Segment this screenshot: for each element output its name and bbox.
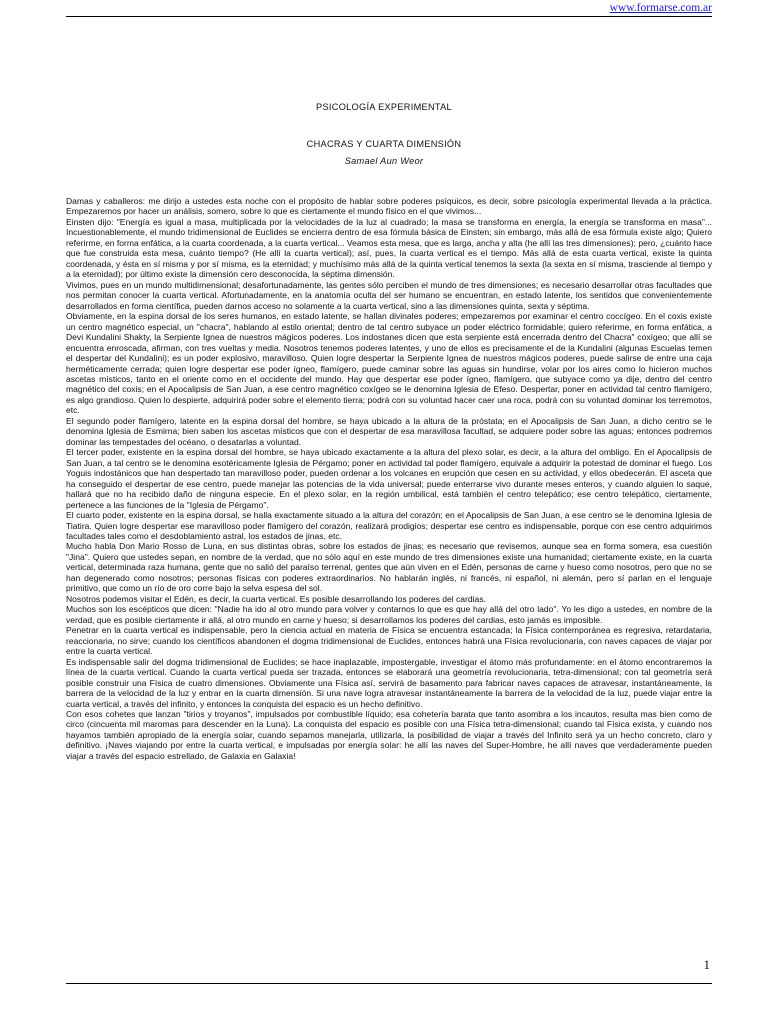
paragraph: Es indispensable salir del dogma tridimensional de Euclides; se hace inaplazable, impostergable, investigar el átomo más profundamente: en el átomo encontraremos la línea de la cuarta vertical. Cuando la cuarta vertical pueda ser trazada, entonces se elaborará una geometría revolucionaria, tetra-dimensional; con tal geometría será posible construir una Física de cuatro dimensiones. Obviamente una Física así, servirá de basamento para fabricar naves capaces de atravesar, instantáneamente, la barrera de la velocidad de la luz y entrar en la cuarta dimensión. Si una nave logra atravesar instantáneamente la barrera de la velocidad de la luz, puede viajar entre la cuarta vertical, a través del infinito, y entonces la conquista del espacio es un hecho definitivo. bbox=[66, 656, 712, 709]
paragraph: Mucho habla Don Mario Rosso de Luna, en sus distintas obras, sobre los estados de jinas; es necesario que revisemos, aunque sea en forma somera, esa cuestión "Jina". Quiero que ustedes sepan, en nombre de la verdad, que no sólo aquí en este mundo de tres dimensiones existe una humanidad; ciertamente existe, en la cuarta vertical, determinada raza humana, gente que no salió del paraíso terrenal, gentes que aún viven en el Edén, personas de carne y hueso como nosotros, pero que no se han degenerado como nosotros; personas físicas con poderes extraordinarios. No hablarán inglés, ni francés, ni español, ni alemán, pero sí parlan en el lenguaje primitivo, que como un río de oro corre bajo la selva espesa del sol. bbox=[66, 541, 712, 594]
section-title: PSICOLOGÍA EXPERIMENTAL bbox=[316, 102, 452, 112]
paragraph: Obviamente, en la espina dorsal de los seres humanos, en estado latente, se hallan divinales poderes; empezaremos por examinar el centro coccígeo. En el coxis existe un centro magnético especial, un "chacra", hablando al estilo oriental; dentro de tal centro subyace un poder eléctrico formidable; quiero referirme, en forma enfática, a Devi Kundalini Shakty, la Serpiente Ignea de nuestros mágicos poderes. Los indostanes dicen que esta serpiente está encerrada dentro del Chacra" coxígeo; que allí se encuentra enroscada, afirman, con tres vueltas y media. Nosotros tenemos poderes latentes, y uno de ellos es precisamente el de la Kundalini (algunas Escuelas temen el despertar del Kundalini); es un poder explosivo, maravilloso. Quien logre despertar la Serpiente Ignea de nuestros mágicos poderes, puede salirse de entre una caja herméticamente cerrada; quien logre despertar ese poder ígneo, flamígero, puede caminar sobre las aguas sin hundirse, volar por los aires como lo hicieron muchos ascetas místicos, tanto en el oriente como en el occidente del mundo. Hay que despertar ese poder ígneo, flamígero, que subyace como ya dije, dentro del centro magnético del coxis; en el Apocalipsis de San Juan, a ese centro magnético coxígeo se le denomina Iglesia de Efeso. Despertar, poner en actividad tal centro flamígero, es algo grandioso. Quien lo despierte, adquirirá poder sobre el elemento tierra; podrá con su voluntad hacer caer una roca, podrá con su voluntad dominar los terremotos, etc. bbox=[66, 311, 712, 416]
author-name: Samael Aun Weor bbox=[344, 156, 424, 166]
bottom-rule bbox=[66, 983, 712, 984]
page-number: 1 bbox=[703, 957, 710, 972]
document-title: CHACRAS Y CUARTA DIMENSIÓN bbox=[306, 139, 462, 149]
paragraph: Nosotros podemos visitar el Edén, es decir, la cuarta vertical. Es posible desarrollando los poderes del cardias. bbox=[66, 593, 486, 604]
paragraph: Damas y caballeros: me dirijo a ustedes esta noche con el propósito de hablar sobre poderes psíquicos, es decir, sobre psicología experimental llevada a la práctica. Empezaremos por hacer un análisis, somero, sobre lo que es ciertamente el mundo físico en el que vivimos... bbox=[66, 196, 712, 217]
paragraph: El tercer poder, existente en la espina dorsal del hombre, se haya ubicado exactamente a la altura del plexo solar, es decir, a la altura del ombligo. En el Apocalipsis de San Juan, a tal centro se le denomina esotéricamente Iglesia de Pérgamo; poner en actividad tal poder flamígero, equivale a adquirir la potestad de dominar el fuego. Los Yoguis indostánicos que han despertado tan maravilloso poder, pueden ordenar a los volcanes en erupción que cesen en su actividad, y ellos obedecerán. El asceta que ha conseguido el despertar de ese centro, puede manejar las potencias de la vida universal; puede enterrarse vivo durante meses enteros, y cuando alguien lo saque, hallará que no ha recibido daño de ninguna especie. En el plexo solar, en la región umbilical, está también el centro telepático; ese centro telepático, ciertamente, pertenece a las funciones de la "Iglesia de Pérgamo". bbox=[66, 447, 712, 510]
top-rule bbox=[66, 16, 712, 17]
paragraph: Muchos son los escépticos que dicen: "Nadie ha ido al otro mundo para volver y contarnos lo que es que hay allá del otro lado". Yo les digo a ustedes, en nombre de la verdad, que es posible ciertamente ir allá, al otro mundo en carne y hueso; si desarrollamos los poderes del cardias, esto jamás es imposible. bbox=[66, 604, 712, 625]
paragraph: El cuarto poder, existente en la espina dorsal, se halla exactamente situado a la altura del corazón; en el Apocalipsis de San Juan, a ese centro se le denomina Iglesia de Tiatira. Quien logre despertar ese maravilloso poder flamígero del corazón, realizará prodigios; despertar ese centro es indispensable, porque con ese centro adquirimos facultades tales como el desdoblamiento astral, los estados de jinas, etc. bbox=[66, 510, 712, 541]
paragraph: Con esos cohetes que lanzan "tirios y troyanos", impulsados por combustible líquido; esa cohetería barata que tanto asombra a los incautos, resulta mas bien como de circo (cincuenta mil maromas para descender en la Luna). La conquista del espacio es posible con una Física tetra-dimensional; cuando tal Física exista, y cuando nos hayamos también apropiado de la energía solar, cuando sepamos manejarla, utilizarla, la posibilidad de viajar a través del Infinito será ya un hecho concreto, claro y definitivo. ¡Naves viajando por entre la cuarta vertical, e impulsadas por energía solar: he allí las naves del Super-Hombre, he allí naves que verdaderamente pueden viajar a través del espacio estrellado, de Galaxia en Galaxia! bbox=[66, 708, 712, 761]
paragraph: Penetrar en la cuarta vertical es indispensable, pero la ciencia actual en materia de Física se encuentra estancada; la Física contemporánea es regresiva, retardataria, reaccionaria, no sirve; cuando los científicos abandonen el dogma tridimensional de Euclides, entonces habrá una Física revolucionaria, con naves capaces de viajar por entre la cuarta vertical. bbox=[66, 625, 712, 657]
document-body bbox=[66, 196, 712, 761]
paragraph: El segundo poder flamígero, latente en la espina dorsal del hombre, se haya ubicado a la altura de la próstata; en el Apocalipsis de San Juan, a dicho centro se le denomina Iglesia de Esmirna; bien saben los ascetas místicos que con el despertar de esa maravillosa facultad, se adquiere poder sobre las aguas; entonces podremos dominar las tempestades del océano, o desatarlas a voluntad. bbox=[66, 415, 712, 447]
paragraph: Vivimos, pues en un mundo multidimensional; desafortunadamente, las gentes sólo perciben el mundo de tres dimensiones; es necesario desarrollar otras facultades que nos permitan conocer la cuarta vertical. Afortunadamente, en la anatomía oculta del ser humano se encuentran, en estado latente, los sentidos que convenientemente desarrollados en forma científica, pueden darnos acceso no solamente a la cuarta vertical, sino a las dimensiones quinta, sexta y séptima. bbox=[66, 279, 712, 311]
paragraph: Einsten dijo: "Energía es igual a masa, multiplicada por la velocidades de la luz al cuadrado; la masa se transforma en energía, la energía se transforma en masa"... Incuestionablemente, el mundo tridimensional de Euclides se encierra dentro de esa fórmula básica de Einsten; sin embargo, más allá de esa fórmula existe algo; Quiero referirme, en forma enfática, a la cuarta coordenada, a la cuarta vertical... Veamos esta mesa, que es larga, ancha y alta (he allí las tres dimensiones); pero, ¿cuánto hace que fue construida esta mesa, cuánto tiempo? (He allí la cuarta vertical); así, pues, la cuarta vertical es el tiempo. Más allá de esta cuarta vertical, existe la quinta coordenada, y ésta en sí misma y por sí misma, es la eternidad; y muchísimo más allá de la quinta vertical tenemos la sexta (la sexta en sí misma, trasciende al tiempo y a la eternidad); por último existe la dimensión cero desconocida, la séptima dimensión. bbox=[66, 216, 712, 280]
site-link[interactable]: www.formarse.com.ar bbox=[609, 2, 712, 14]
